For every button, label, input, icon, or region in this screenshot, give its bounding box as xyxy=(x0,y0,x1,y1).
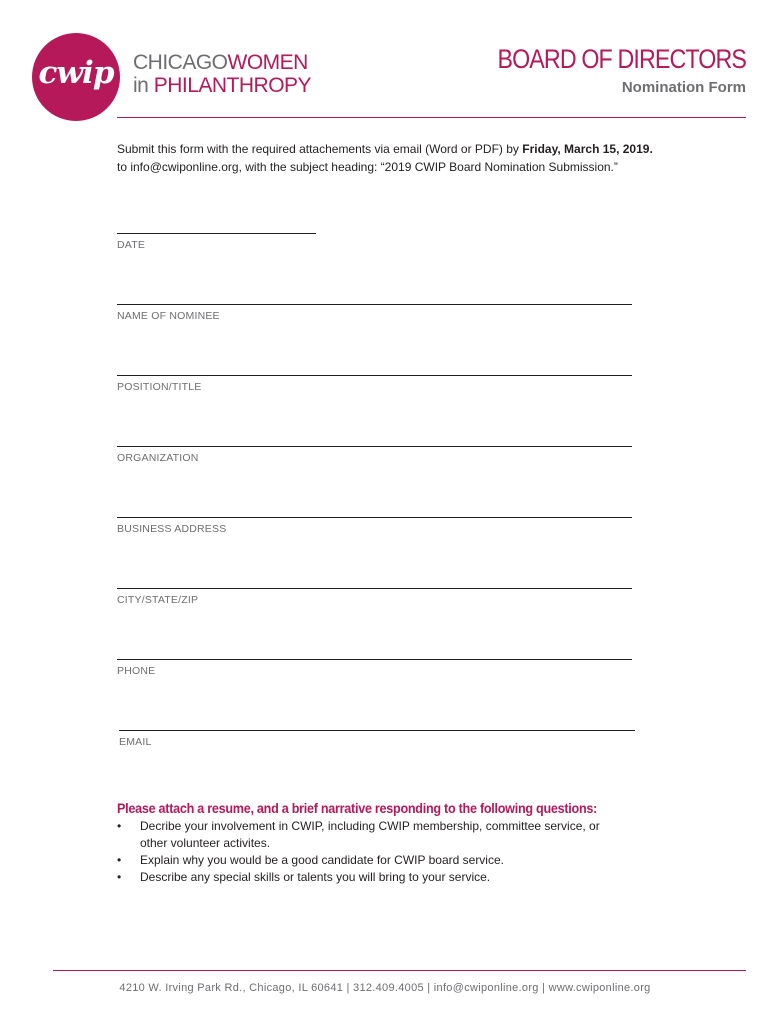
org-name-line1 xyxy=(133,52,311,73)
question-text: Decribe your involvement in CWIP, including CWIP membership, committee service, or other volunteer activites. xyxy=(140,819,600,850)
org-name xyxy=(133,52,311,96)
logo-mark-text: cwip xyxy=(38,55,114,91)
footer-divider xyxy=(53,970,746,971)
instructions-part1: Submit this form with the required attachements via email (Word or PDF) by xyxy=(117,142,523,156)
question-list xyxy=(117,818,737,886)
city-state-zip-input-line[interactable] xyxy=(117,588,632,589)
phone-label: PHONE xyxy=(117,665,156,677)
instructions xyxy=(117,140,717,176)
organization-label: ORGANIZATION xyxy=(117,452,199,464)
field-email[interactable] xyxy=(119,730,635,748)
org-name-women: WOMEN xyxy=(227,51,308,74)
field-date[interactable] xyxy=(117,233,316,251)
org-name-in: in xyxy=(133,74,154,97)
name-label: NAME OF NOMINEE xyxy=(117,310,220,322)
bullet-icon: • xyxy=(117,819,122,833)
org-name-chicago: CHICAGO xyxy=(133,51,228,74)
date-input-line[interactable] xyxy=(117,233,316,234)
question-text: Describe any special skills or talents you will bring to your service. xyxy=(140,870,491,884)
header-divider xyxy=(117,117,746,118)
field-name-of-nominee[interactable] xyxy=(117,304,632,322)
email-input-line[interactable] xyxy=(119,730,635,731)
attachment-heading: Please attach a resume, and a brief narrative responding to the following questions: xyxy=(117,800,598,816)
question-text: Explain why you would be a good candidate for CWIP board service. xyxy=(140,853,504,867)
field-city-state-zip[interactable] xyxy=(117,588,632,606)
phone-input-line[interactable] xyxy=(117,659,632,660)
list-item xyxy=(117,869,737,886)
org-name-line2 xyxy=(133,75,311,96)
position-label: POSITION/TITLE xyxy=(117,381,202,393)
list-item xyxy=(117,852,737,869)
field-organization[interactable] xyxy=(117,446,632,464)
footer-contact: 4210 W. Irving Park Rd., Chicago, IL 60641 | 312.409.4005 | info@cwiponline.org | www.cwiponline.org xyxy=(119,982,651,994)
business-address-label: BUSINESS ADDRESS xyxy=(117,523,227,535)
position-input-line[interactable] xyxy=(117,375,632,376)
cwip-logo-mark xyxy=(32,33,120,121)
field-business-address[interactable] xyxy=(117,517,632,535)
organization-input-line[interactable] xyxy=(117,446,632,447)
instructions-deadline: Friday, March 15, 2019. xyxy=(522,142,653,156)
field-phone[interactable] xyxy=(117,659,632,677)
bullet-icon: • xyxy=(117,853,122,867)
list-item xyxy=(117,818,737,852)
bullet-icon: • xyxy=(117,870,122,884)
page-subtitle: Nomination Form xyxy=(621,79,746,96)
date-label: DATE xyxy=(117,239,146,251)
org-name-philanthropy: PHILANTHROPY xyxy=(153,74,312,97)
name-input-line[interactable] xyxy=(117,304,632,305)
city-state-zip-label: CITY/STATE/ZIP xyxy=(117,594,199,606)
instructions-part2: to info@cwiponline.org, with the subject heading: “2019 CWIP Board Nomination Submission.” xyxy=(117,160,618,174)
page-title: BOARD OF DIRECTORS xyxy=(497,44,746,74)
field-position-title[interactable] xyxy=(117,375,632,393)
business-address-input-line[interactable] xyxy=(117,517,632,518)
email-label: EMAIL xyxy=(119,736,152,748)
attachment-instructions xyxy=(117,800,737,886)
